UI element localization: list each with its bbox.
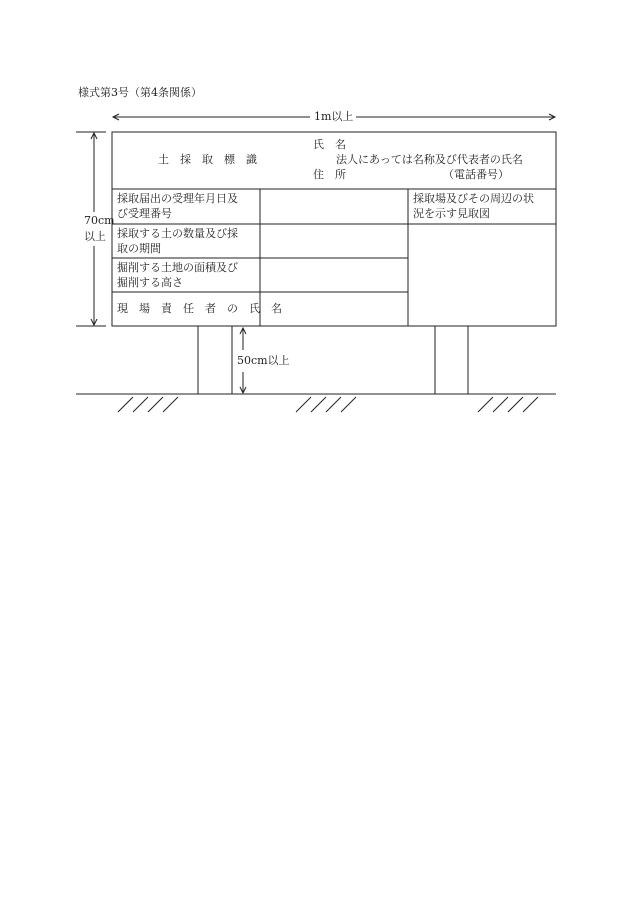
ground-line (76, 394, 556, 412)
address-label: 住 所 (313, 168, 346, 181)
form-title: 様式第3号（第4条関係） (78, 86, 202, 99)
corporation-note: 法人にあっては名称及び代表者の氏名 (336, 153, 523, 166)
phone-label: （電話番号） (443, 168, 509, 181)
height-label-line1: 70cm (84, 214, 115, 227)
width-label: 1m以上 (314, 110, 354, 123)
row-label-soil-quantity-line2: 取の期間 (117, 242, 161, 255)
height-dimension-arrow (76, 132, 106, 326)
sign-title: 土 採 取 標 識 (158, 153, 257, 166)
row-label-receipt-date-line1: 採取届出の受理年月日及 (117, 192, 238, 205)
ground-clearance-label: 50cm以上 (237, 354, 290, 367)
name-label: 氏 名 (313, 138, 346, 151)
row-label-soil-quantity-line1: 採取する土の数量及び採 (117, 227, 238, 240)
row-label-site-manager: 現 場 責 任 者 の 氏 名 (117, 302, 282, 315)
row-label-excavation-area-line1: 掘削する土地の面積及び (117, 261, 238, 274)
row-label-receipt-date-line2: び受理番号 (117, 207, 172, 220)
map-label-line2: 況を示す見取図 (413, 207, 490, 220)
map-label-line1: 採取場及びその周辺の状 (413, 192, 534, 205)
height-label-line2: 以上 (84, 230, 106, 243)
row-label-excavation-area-line2: 掘削する高さ (117, 276, 183, 289)
